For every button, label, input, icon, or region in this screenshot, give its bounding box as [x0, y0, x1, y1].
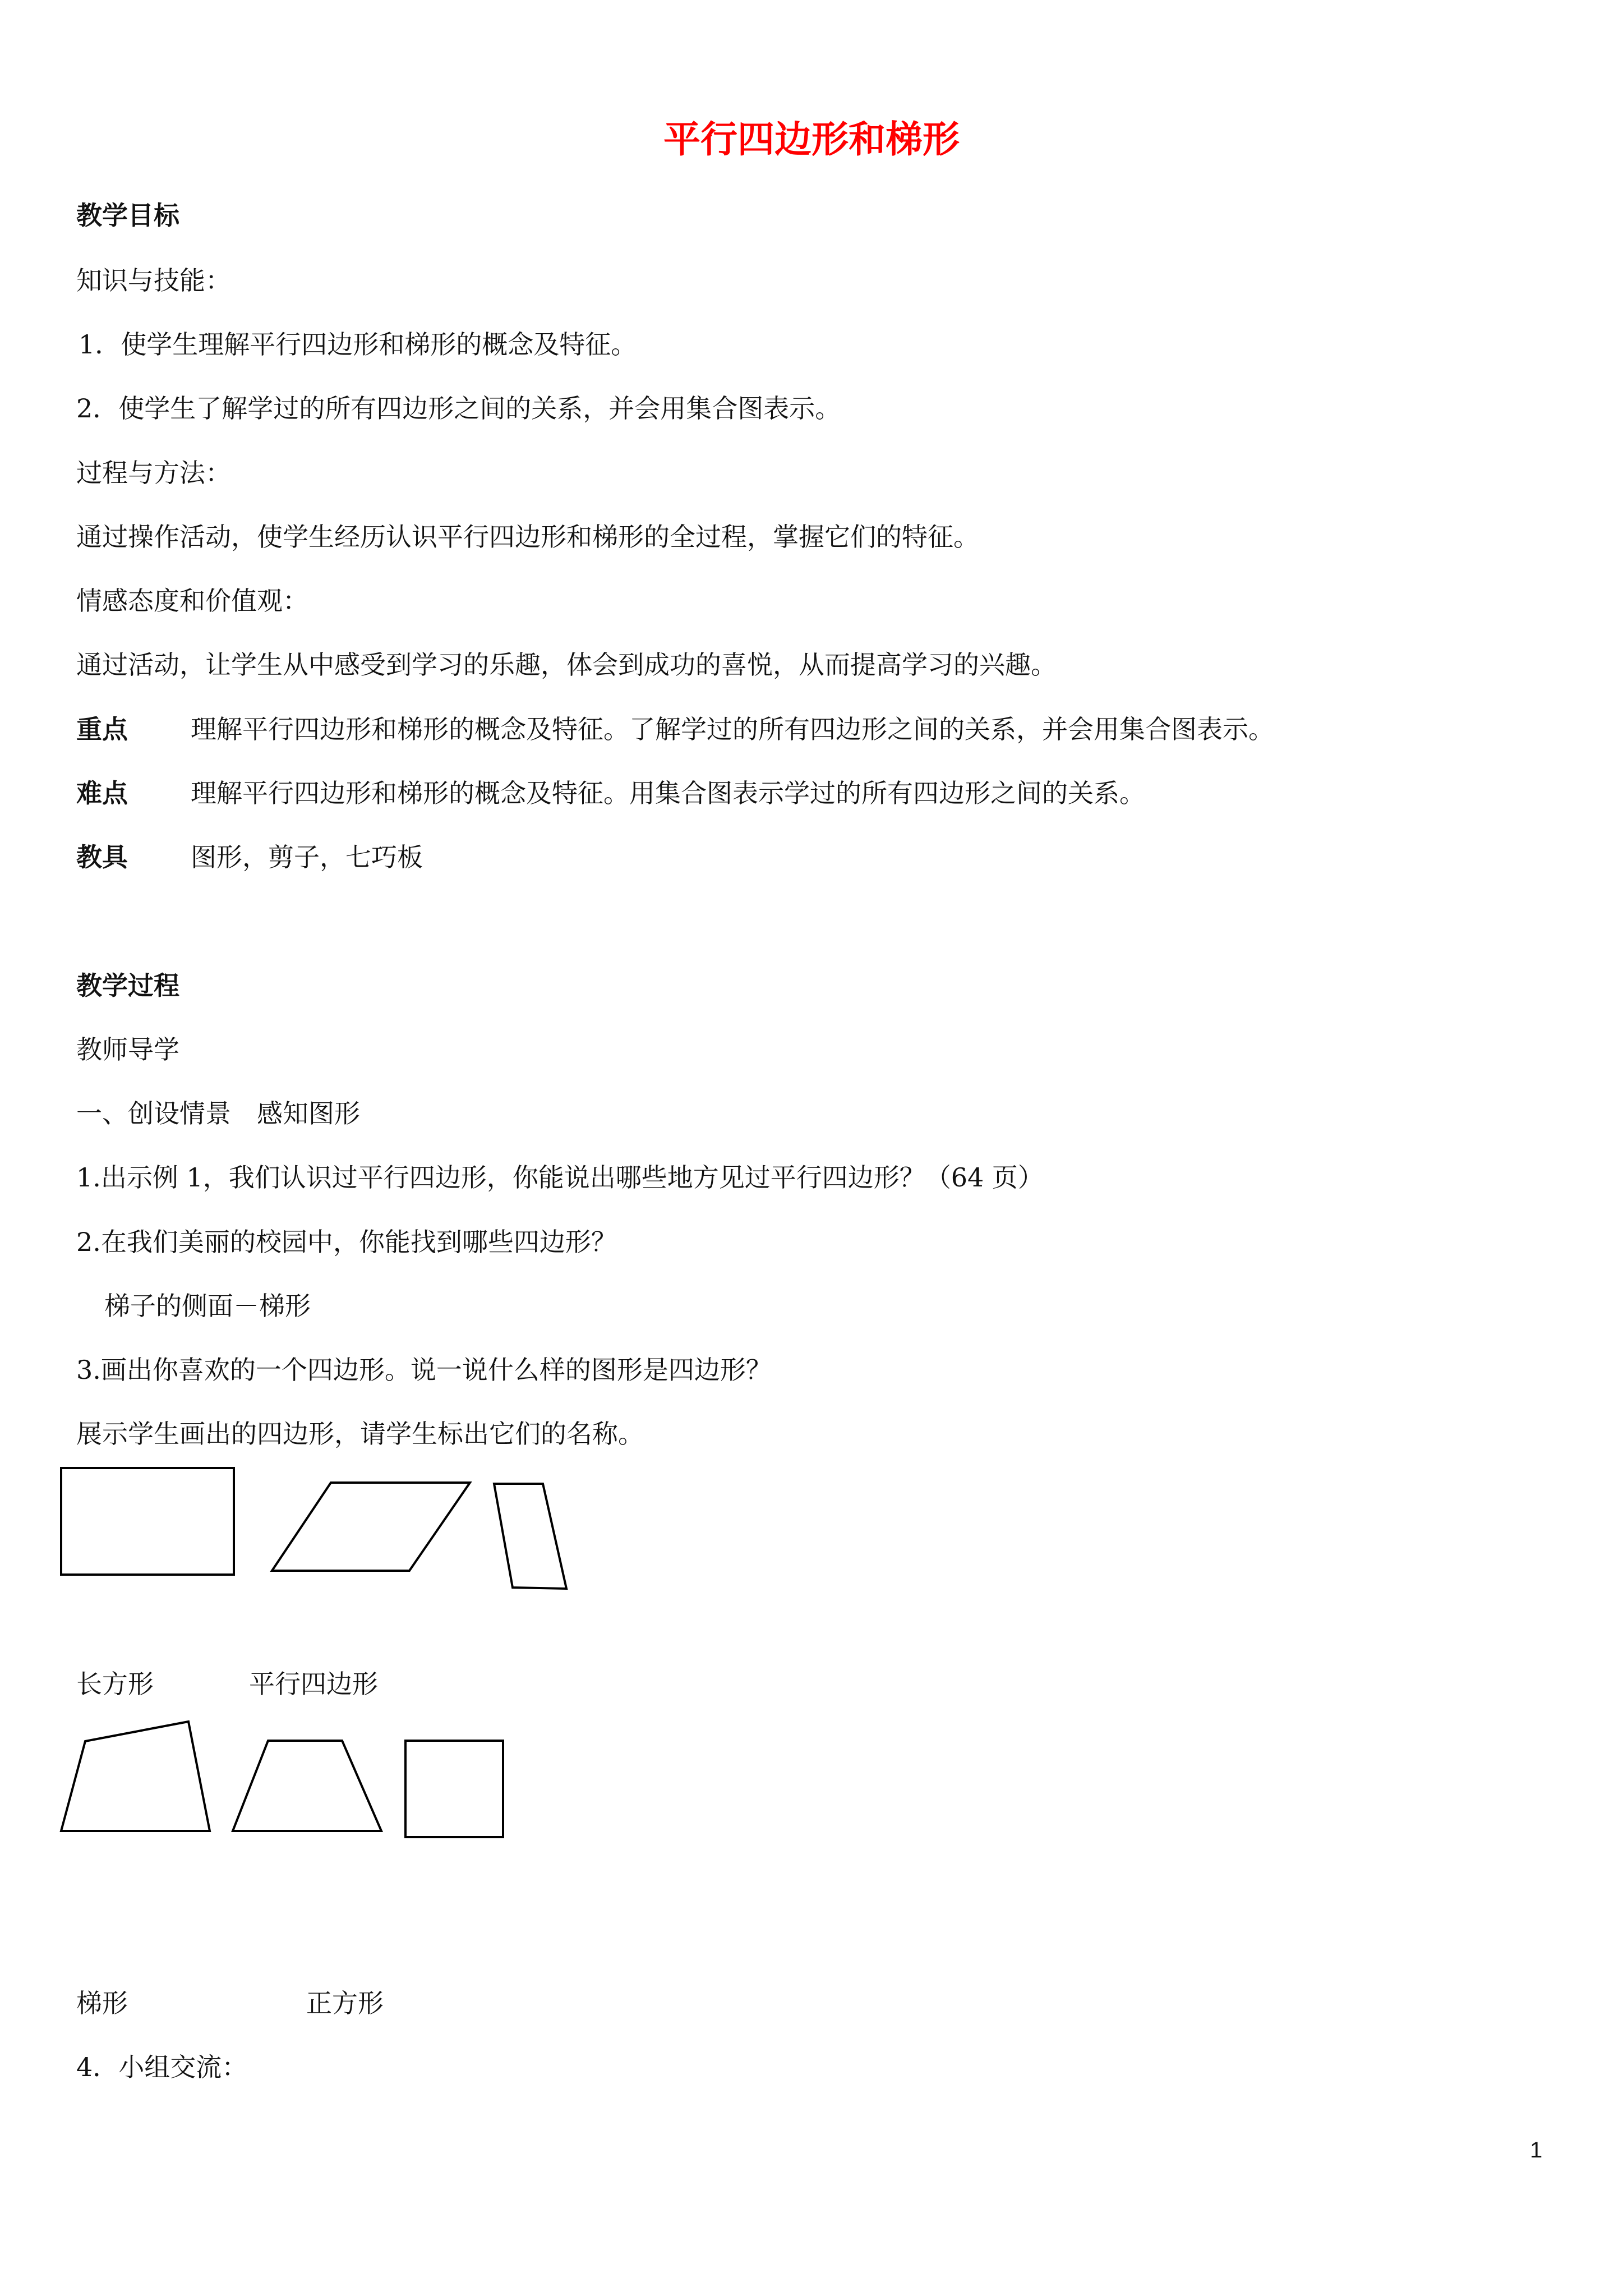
objectives-heading: 教学目标: [76, 200, 179, 231]
knowledge-label: 知识与技能：: [76, 265, 231, 296]
difficulty-label: 难点: [76, 778, 128, 808]
tools-label: 教具: [76, 842, 128, 872]
difficulty-text: 理解平行四边形和梯形的概念及特征。用集合图表示学过的所有四边形之间的关系。: [191, 778, 1145, 808]
knowledge-item-1: 1．使学生理解平行四边形和梯形的概念及特征。: [79, 329, 637, 360]
trapezoid-label: 梯形: [76, 1988, 128, 2018]
square-shape: [404, 1739, 505, 1839]
trapezoid-shape: [231, 1739, 384, 1833]
process-heading: 教学过程: [76, 970, 179, 1001]
slanted-quadrilateral-shape: [492, 1482, 569, 1591]
process-label: 过程与方法：: [76, 458, 231, 488]
process-item-2-note: 梯子的侧面－梯形: [104, 1291, 311, 1321]
process-text: 通过操作活动，使学生经历认识平行四边形和梯形的全过程，掌握它们的特征。: [76, 522, 979, 552]
page-number: 1: [1530, 2138, 1543, 2162]
document-title: 平行四边形和梯形: [663, 117, 960, 161]
knowledge-item-2: 2．使学生了解学过的所有四边形之间的关系，并会用集合图表示。: [76, 393, 841, 424]
process-item-2: 2.在我们美丽的校园中，你能找到哪些四边形？: [76, 1227, 617, 1257]
tools-text: 图形，剪子，七巧板: [191, 842, 423, 872]
process-subheading: 教师导学: [76, 1034, 179, 1065]
parallelogram-shape: [270, 1481, 472, 1573]
rectangle-label: 长方形: [76, 1669, 154, 1699]
square-label: 正方形: [306, 1988, 384, 2018]
section-1-heading: 一、创设情景 感知图形: [76, 1098, 360, 1129]
emotion-text: 通过活动，让学生从中感受到学习的乐趣，体会到成功的喜悦，从而提高学习的兴趣。: [76, 650, 1057, 680]
rectangle-shape: [59, 1466, 237, 1576]
process-item-4: 4．小组交流：: [76, 2052, 248, 2082]
key-point-label: 重点: [76, 714, 128, 744]
process-item-3: 3.画出你喜欢的一个四边形。说一说什么样的图形是四边形？: [76, 1355, 772, 1385]
parallelogram-label: 平行四边形: [249, 1669, 378, 1699]
emotion-label: 情感态度和价值观：: [76, 586, 308, 616]
irregular-quadrilateral-shape: [59, 1720, 212, 1833]
key-point-text: 理解平行四边形和梯形的概念及特征。了解学过的所有四边形之间的关系，并会用集合图表示。: [191, 714, 1274, 744]
process-item-1: 1.出示例 1，我们认识过平行四边形，你能说出哪些地方见过平行四边形？（64 页）: [76, 1162, 1044, 1193]
process-item-3-note: 展示学生画出的四边形，请学生标出它们的名称。: [76, 1419, 644, 1449]
